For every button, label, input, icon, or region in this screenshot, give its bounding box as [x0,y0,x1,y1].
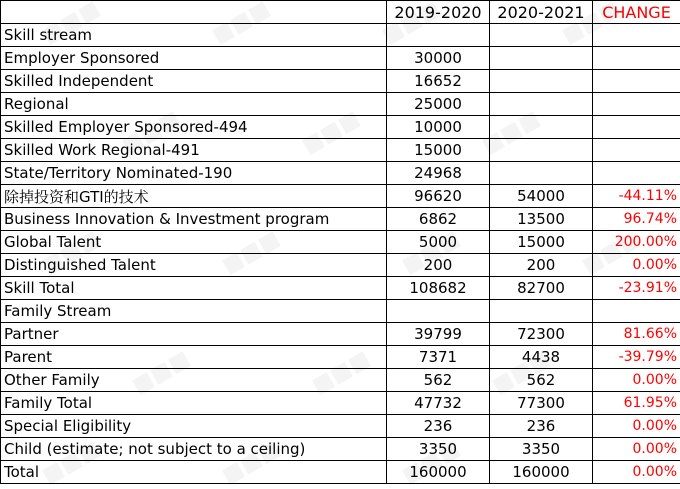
table-row [1,162,680,185]
change-value: 0.00% [593,438,680,461]
change-value [593,70,680,93]
change-value [593,116,680,139]
change-value [593,47,680,70]
row-label: Family Total [1,392,387,415]
value-2020-2021 [490,47,593,70]
row-label: Total [1,461,387,484]
value-2019-2020: 15000 [387,139,490,162]
value-2019-2020: 3350 [387,438,490,461]
table-row [1,70,680,93]
value-2019-2020: 5000 [387,231,490,254]
table-row [1,300,680,323]
row-label: Special Eligibility [1,415,387,438]
value-2020-2021 [490,139,593,162]
header-2020-2021: 2020-2021 [490,1,593,24]
change-value [593,24,680,47]
value-2019-2020: 200 [387,254,490,277]
table-row [1,208,680,231]
table-row [1,93,680,116]
value-2020-2021 [490,116,593,139]
table-row [1,323,680,346]
value-2020-2021 [490,93,593,116]
row-label: Global Talent [1,231,387,254]
value-2020-2021: 82700 [490,277,593,300]
row-label: Skill stream [1,24,387,47]
value-2019-2020: 25000 [387,93,490,116]
value-2020-2021: 72300 [490,323,593,346]
header-row [1,1,680,24]
row-label: Employer Sponsored [1,47,387,70]
value-2020-2021 [490,162,593,185]
row-label: Skill Total [1,277,387,300]
header-2019-2020: 2019-2020 [387,1,490,24]
value-2019-2020: 24968 [387,162,490,185]
change-value: 81.66% [593,323,680,346]
value-2020-2021 [490,70,593,93]
value-2020-2021: 77300 [490,392,593,415]
change-value [593,139,680,162]
row-label: Business Innovation & Investment program [1,208,387,231]
change-value: 0.00% [593,461,680,484]
value-2020-2021: 160000 [490,461,593,484]
table-row [1,392,680,415]
value-2019-2020: 39799 [387,323,490,346]
table-row [1,47,680,70]
value-2019-2020: 6862 [387,208,490,231]
value-2019-2020: 96620 [387,185,490,208]
table-row [1,231,680,254]
change-value [593,300,680,323]
row-label: Partner [1,323,387,346]
value-2019-2020 [387,300,490,323]
value-2020-2021: 562 [490,369,593,392]
change-value: -39.79% [593,346,680,369]
change-value: 0.00% [593,254,680,277]
value-2019-2020: 30000 [387,47,490,70]
change-value: -23.91% [593,277,680,300]
value-2019-2020: 16652 [387,70,490,93]
value-2019-2020: 562 [387,369,490,392]
value-2020-2021: 13500 [490,208,593,231]
value-2020-2021: 3350 [490,438,593,461]
table-row [1,24,680,47]
value-2019-2020: 47732 [387,392,490,415]
row-label: 除掉投资和GTI的技术 [1,185,387,208]
value-2020-2021: 200 [490,254,593,277]
row-label: Distinguished Talent [1,254,387,277]
value-2020-2021 [490,300,593,323]
table-row [1,461,680,484]
row-label: Skilled Independent [1,70,387,93]
value-2020-2021: 236 [490,415,593,438]
row-label: Other Family [1,369,387,392]
table-row [1,369,680,392]
row-label: State/Territory Nominated-190 [1,162,387,185]
table-row [1,346,680,369]
row-label: Parent [1,346,387,369]
table-row [1,185,680,208]
change-value: 61.95% [593,392,680,415]
row-label: Skilled Employer Sponsored-494 [1,116,387,139]
row-label: Family Stream [1,300,387,323]
value-2019-2020: 7371 [387,346,490,369]
change-value [593,162,680,185]
row-label: Regional [1,93,387,116]
value-2020-2021 [490,24,593,47]
change-value: 96.74% [593,208,680,231]
value-2019-2020: 10000 [387,116,490,139]
change-value: 0.00% [593,415,680,438]
value-2020-2021: 15000 [490,231,593,254]
row-label: Skilled Work Regional-491 [1,139,387,162]
row-label: Child (estimate; not subject to a ceiling) [1,438,387,461]
header-label-cell [1,1,387,24]
change-value [593,93,680,116]
table-row [1,116,680,139]
change-value: 0.00% [593,369,680,392]
table-row [1,415,680,438]
table-body [1,24,680,484]
value-2019-2020 [387,24,490,47]
value-2019-2020: 108682 [387,277,490,300]
change-value: 200.00% [593,231,680,254]
table-row [1,438,680,461]
change-value: -44.11% [593,185,680,208]
value-2020-2021: 54000 [490,185,593,208]
value-2019-2020: 236 [387,415,490,438]
table-row [1,139,680,162]
table-row [1,254,680,277]
table-row [1,277,680,300]
value-2019-2020: 160000 [387,461,490,484]
header-change: CHANGE [593,1,680,24]
value-2020-2021: 4438 [490,346,593,369]
